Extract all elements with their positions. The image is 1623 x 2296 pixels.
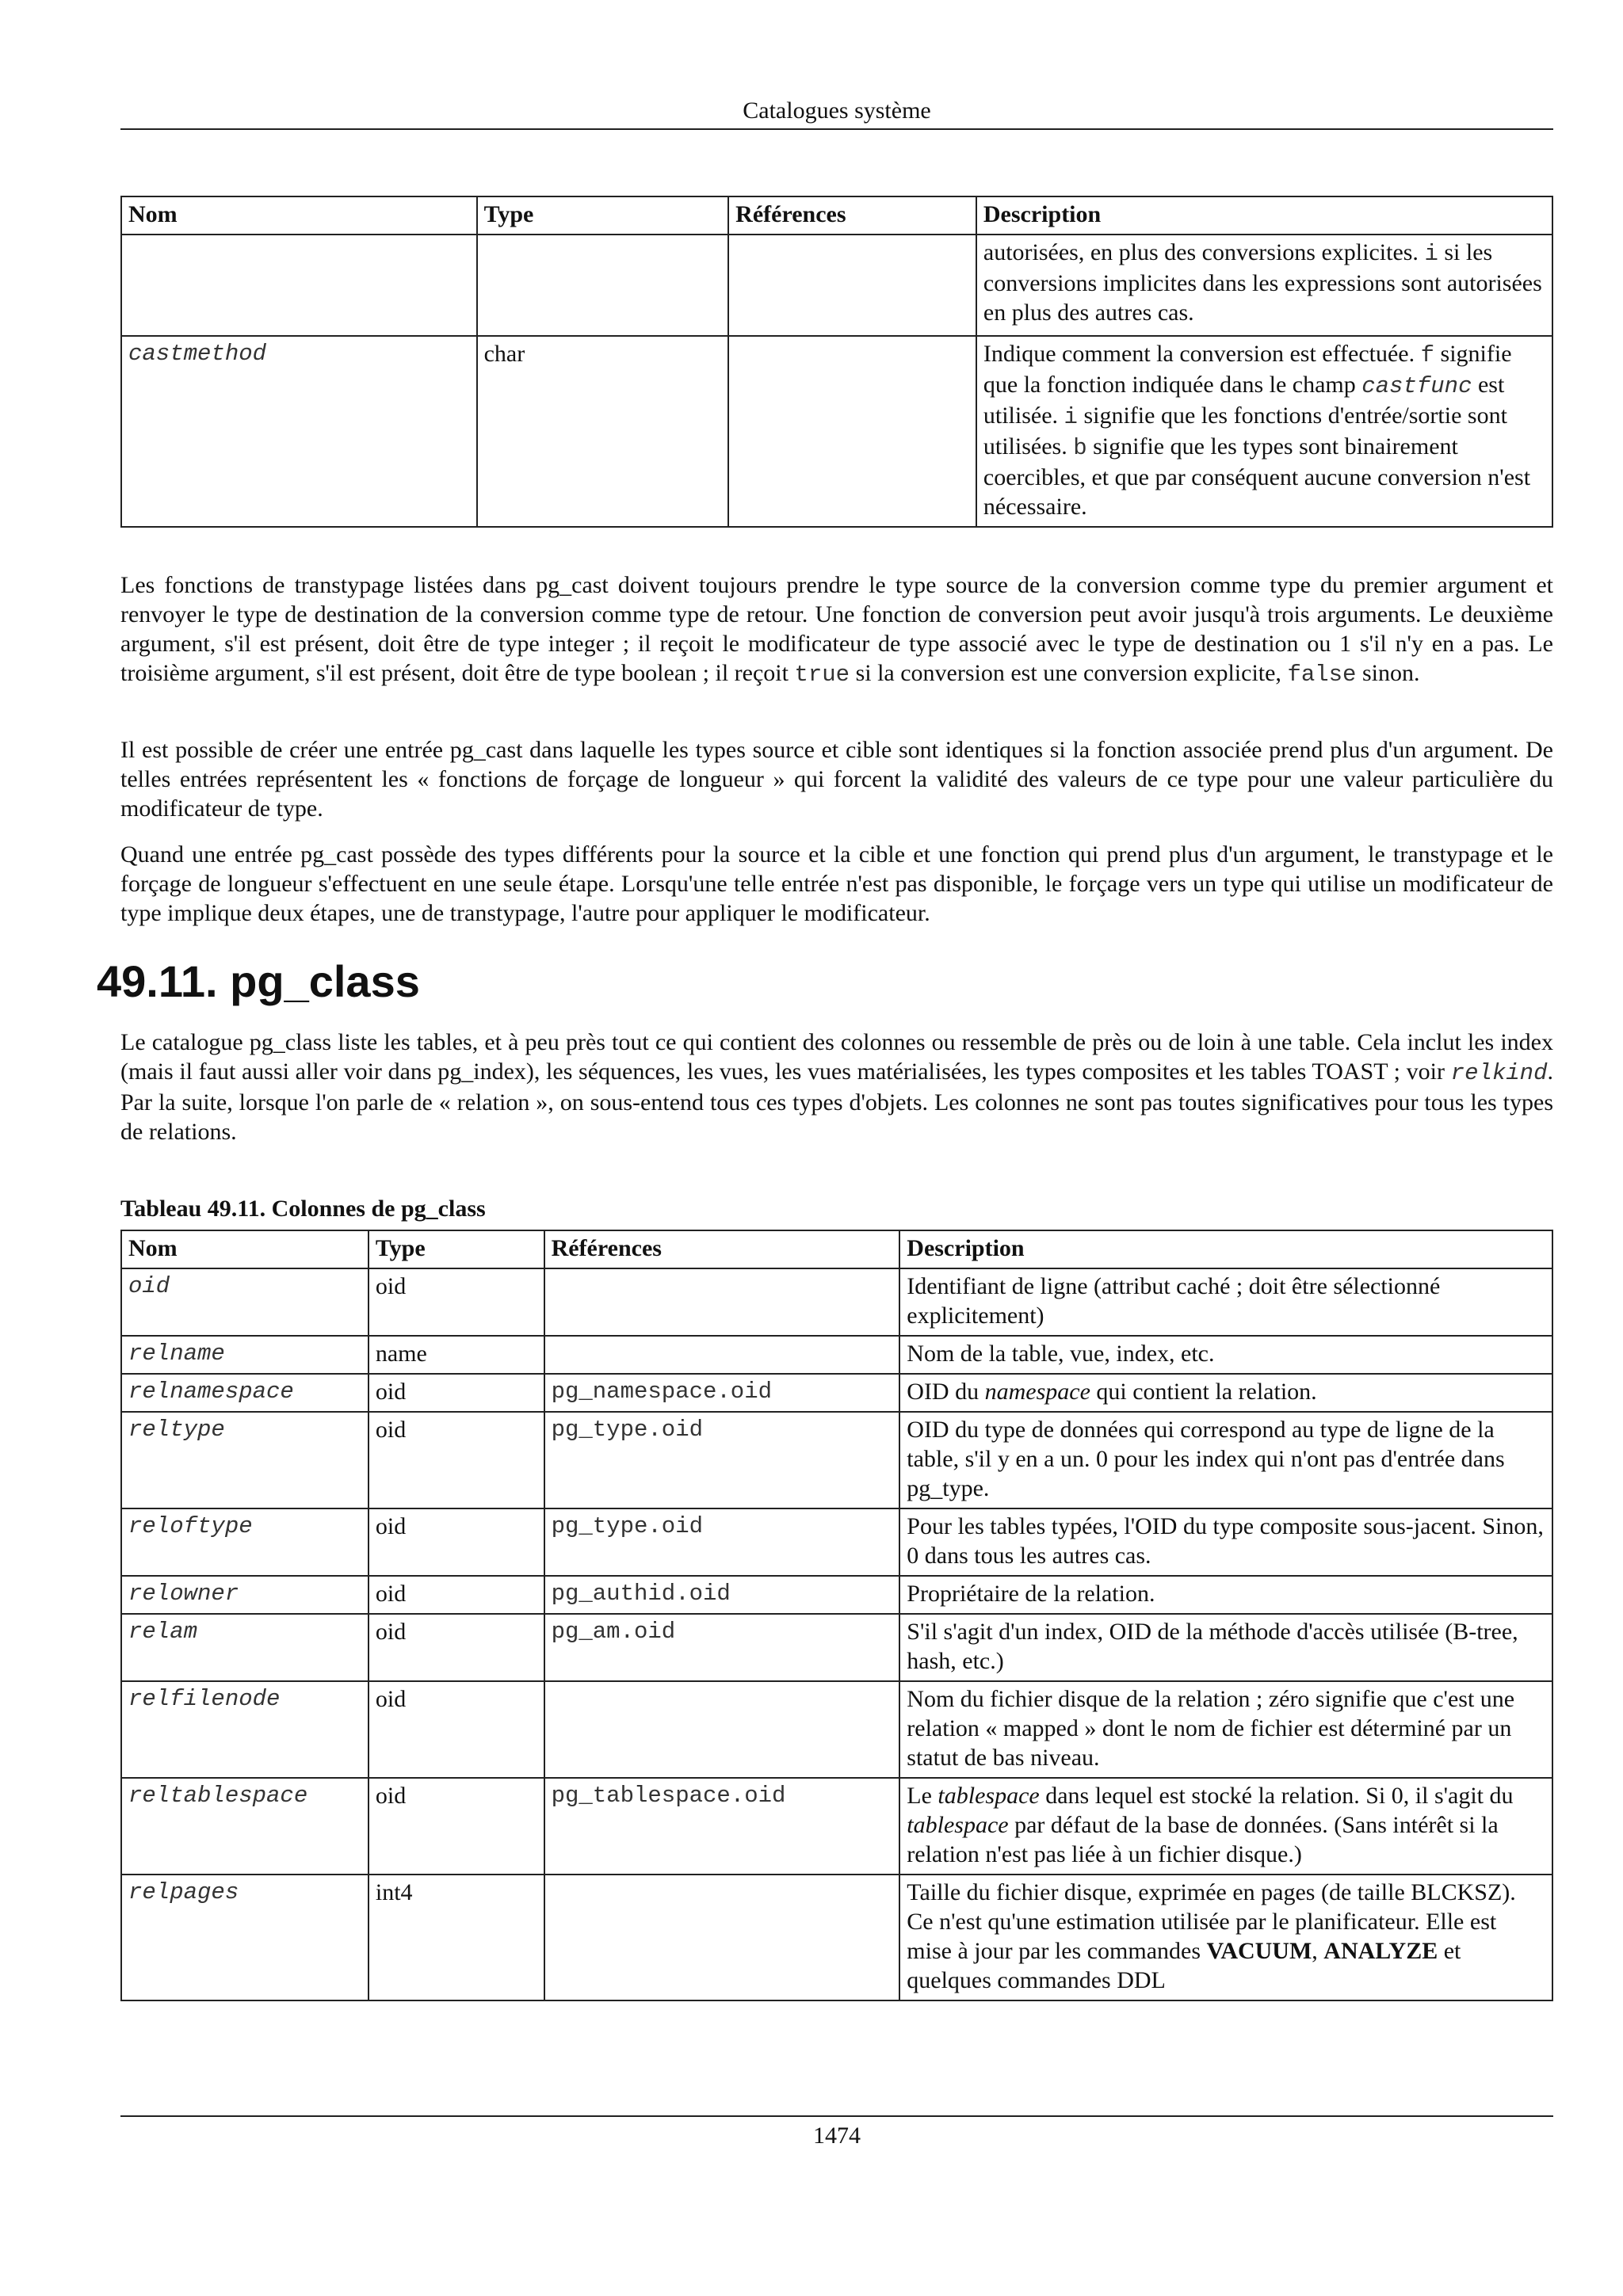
paragraph: Il est possible de créer une entrée pg_cast dans laquelle les types source et cible sont identiques si la fonction associée prend plus d'un argument. De telles entrées représentent les « fonctions de forçage de longueur » qui forcent la validité des valeurs de ce type pour une valeur particulière du modificateur de type. <box>120 737 1553 822</box>
cell-name: relname <box>121 1336 369 1374</box>
desc-text: est utilisée. <box>983 372 1505 429</box>
desc-text: dans lequel est stocké la relation. Si 0, il s'agit du <box>1039 1783 1514 1809</box>
cell-desc <box>976 336 1552 527</box>
cell-desc <box>899 1778 1552 1875</box>
header-refs: Références <box>544 1230 900 1268</box>
table-row <box>121 1508 1552 1576</box>
table-row <box>121 1576 1552 1614</box>
para-text: si la conversion est une conversion explicite, <box>850 660 1288 686</box>
cell-desc: Identifiant de ligne (attribut caché ; doit être sélectionné explicitement) <box>899 1268 1552 1336</box>
cell-desc: Nom du fichier disque de la relation ; zéro signifie que c'est une relation « mapped » dont le nom de fichier est déterminé par un statut de bas niveau. <box>899 1681 1552 1778</box>
table-row <box>121 336 1552 527</box>
header-desc: Description <box>976 196 1552 235</box>
cell-type: char <box>477 336 729 527</box>
cell-name: relam <box>121 1614 369 1681</box>
desc-emphasis: tablespace <box>907 1812 1009 1838</box>
cell-refs: pg_namespace.oid <box>544 1374 900 1412</box>
para-text: Le catalogue pg_class liste les tables, et à peu près tout ce qui contient des colonnes ou ressemble de près ou de loin à une table. Cela inclut les index (mais il faut aussi aller voir dans pg_index), les séquences, les vues, les vues matérialisées, les types composites et les tables TOAST ; voir <box>120 1029 1553 1085</box>
desc-code: f <box>1420 342 1435 368</box>
cell-name: reltype <box>121 1412 369 1508</box>
desc-command: ANALYZE <box>1323 1938 1438 1964</box>
header-name: Nom <box>121 196 477 235</box>
desc-text: Taille du fichier disque, exprimée en pages (de taille BLCKSZ). Ce n'est qu'une estimation utilisée par le planificateur. Elle est mise à jour par les commandes <box>907 1879 1516 1964</box>
cell-refs <box>728 336 976 527</box>
cell-type: oid <box>369 1614 544 1681</box>
paragraph <box>120 570 1553 689</box>
cell-desc: Nom de la table, vue, index, etc. <box>899 1336 1552 1374</box>
table-row <box>121 1336 1552 1374</box>
pg-class-table <box>120 1230 1553 2001</box>
cell-desc: OID du type de données qui correspond au type de ligne de la table, s'il y en a un. 0 pour les index qui n'ont pas d'entrée dans pg_type. <box>899 1412 1552 1508</box>
table-row <box>121 1681 1552 1778</box>
desc-text: Le <box>907 1783 938 1809</box>
cell-type: oid <box>369 1268 544 1336</box>
desc-text: autorisées, en plus des conversions explicites. <box>983 239 1425 265</box>
table-row <box>121 1374 1552 1412</box>
cell-name: relpages <box>121 1875 369 2000</box>
cell-type: oid <box>369 1576 544 1614</box>
desc-emphasis: namespace <box>984 1379 1090 1405</box>
desc-code: b <box>1073 435 1087 461</box>
cell-refs: pg_type.oid <box>544 1508 900 1576</box>
cell-refs <box>728 235 976 336</box>
desc-text: signifie que les fonctions d'entrée/sortie sont utilisées. <box>983 402 1507 460</box>
page-number: 1474 <box>120 2115 1553 2153</box>
cell-type <box>477 235 729 336</box>
cell-type: oid <box>369 1412 544 1508</box>
desc-text: si les conversions implicites dans les expressions sont autorisées en plus des autres cas. <box>983 239 1542 326</box>
cell-desc <box>899 1374 1552 1412</box>
desc-command: VACUUM <box>1206 1938 1312 1964</box>
para-text: sinon. <box>1356 660 1420 686</box>
desc-code: i <box>1064 404 1078 430</box>
cell-refs <box>544 1268 900 1336</box>
cell-refs: pg_tablespace.oid <box>544 1778 900 1875</box>
cell-name: relnamespace <box>121 1374 369 1412</box>
cell-name: oid <box>121 1268 369 1336</box>
desc-emphasis: tablespace <box>938 1783 1040 1809</box>
desc-text: OID du <box>907 1379 985 1405</box>
section-title: 49.11. pg_class <box>97 956 420 1006</box>
desc-text: qui contient la relation. <box>1090 1379 1317 1405</box>
table-caption: Tableau 49.11. Colonnes de pg_class <box>120 1196 486 1222</box>
page-header: Catalogues système <box>120 93 1553 130</box>
cell-refs <box>544 1336 900 1374</box>
pg-cast-table <box>120 196 1553 528</box>
desc-text: et quelques commandes DDL <box>907 1938 1461 1993</box>
cell-refs: pg_authid.oid <box>544 1576 900 1614</box>
cell-desc <box>976 235 1552 336</box>
desc-code: i <box>1424 241 1438 267</box>
cell-name <box>121 235 477 336</box>
cell-refs: pg_am.oid <box>544 1614 900 1681</box>
section-intro <box>120 1028 1553 1146</box>
table-row <box>121 1268 1552 1336</box>
header-type: Type <box>477 196 729 235</box>
cell-desc: Propriétaire de la relation. <box>899 1576 1552 1614</box>
table-row <box>121 1614 1552 1681</box>
cell-type: oid <box>369 1508 544 1576</box>
header-refs: Références <box>728 196 976 235</box>
cell-desc: Pour les tables typées, l'OID du type composite sous-jacent. Sinon, 0 dans tous les autres cas. <box>899 1508 1552 1576</box>
cell-name: relowner <box>121 1576 369 1614</box>
header-name: Nom <box>121 1230 369 1268</box>
cell-name: relfilenode <box>121 1681 369 1778</box>
desc-code: castfunc <box>1361 373 1472 399</box>
cell-refs: pg_type.oid <box>544 1412 900 1508</box>
header-desc: Description <box>899 1230 1552 1268</box>
cell-refs <box>544 1681 900 1778</box>
table-row <box>121 1412 1552 1508</box>
table-header-row <box>121 1230 1552 1268</box>
desc-text: par défaut de la base de données. (Sans intérêt si la relation n'est pas liée à un fichier disque.) <box>907 1812 1499 1867</box>
inline-code: relkind <box>1450 1060 1548 1086</box>
cell-name: castmethod <box>121 336 477 527</box>
cell-type: name <box>369 1336 544 1374</box>
cell-desc: S'il s'agit d'un index, OID de la méthode d'accès utilisée (B-tree, hash, etc.) <box>899 1614 1552 1681</box>
cell-desc <box>899 1875 1552 2000</box>
cell-name: reloftype <box>121 1508 369 1576</box>
para-text: . Par la suite, lorsque l'on parle de « relation », on sous-entend tous ces types d'objets. Les colonnes ne sont pas toutes significatives pour tous les types de relations. <box>120 1058 1553 1145</box>
inline-code: false <box>1287 662 1357 688</box>
desc-text: signifie que les types sont binairement coercibles, et que par conséquent aucune conversion n'est nécessaire. <box>983 433 1531 520</box>
cell-type: oid <box>369 1374 544 1412</box>
para-text: Les fonctions de transtypage listées dans pg_cast doivent toujours prendre le type source de la conversion comme type du premier argument et renvoyer le type de destination de la conversion comme type de retour. Une fonction de conversion peut avoir jusqu'à trois arguments. Le deuxième argument, s'il est présent, doit être de type integer ; il reçoit le modificateur de type associé avec le type de destination ou 1 s'il n'y en a pas. Le troisième argument, s'il est présent, doit être de type boolean ; il reçoit <box>120 572 1553 686</box>
table-row <box>121 1778 1552 1875</box>
desc-text: , <box>1312 1938 1324 1964</box>
header-type: Type <box>369 1230 544 1268</box>
cell-name: reltablespace <box>121 1778 369 1875</box>
table-header-row <box>121 196 1552 235</box>
table-row <box>121 235 1552 336</box>
cell-refs <box>544 1875 900 2000</box>
desc-text: Indique comment la conversion est effectuée. <box>983 341 1421 367</box>
table-row <box>121 1875 1552 2000</box>
cell-type: oid <box>369 1778 544 1875</box>
paragraph: Quand une entrée pg_cast possède des types différents pour la source et la cible et une fonction qui prend plus d'un argument, le transtypage et le forçage de longueur s'effectuent en une seule étape. Lorsqu'une telle entrée n'est pas disponible, le forçage vers un type qui utilise un modificateur de type implique deux étapes, une de transtypage, l'autre pour appliquer le modificateur. <box>120 841 1553 926</box>
cell-type: oid <box>369 1681 544 1778</box>
cell-type: int4 <box>369 1875 544 2000</box>
inline-code: true <box>794 662 850 688</box>
desc-text: signifie que la fonction indiquée dans le champ <box>983 341 1512 398</box>
